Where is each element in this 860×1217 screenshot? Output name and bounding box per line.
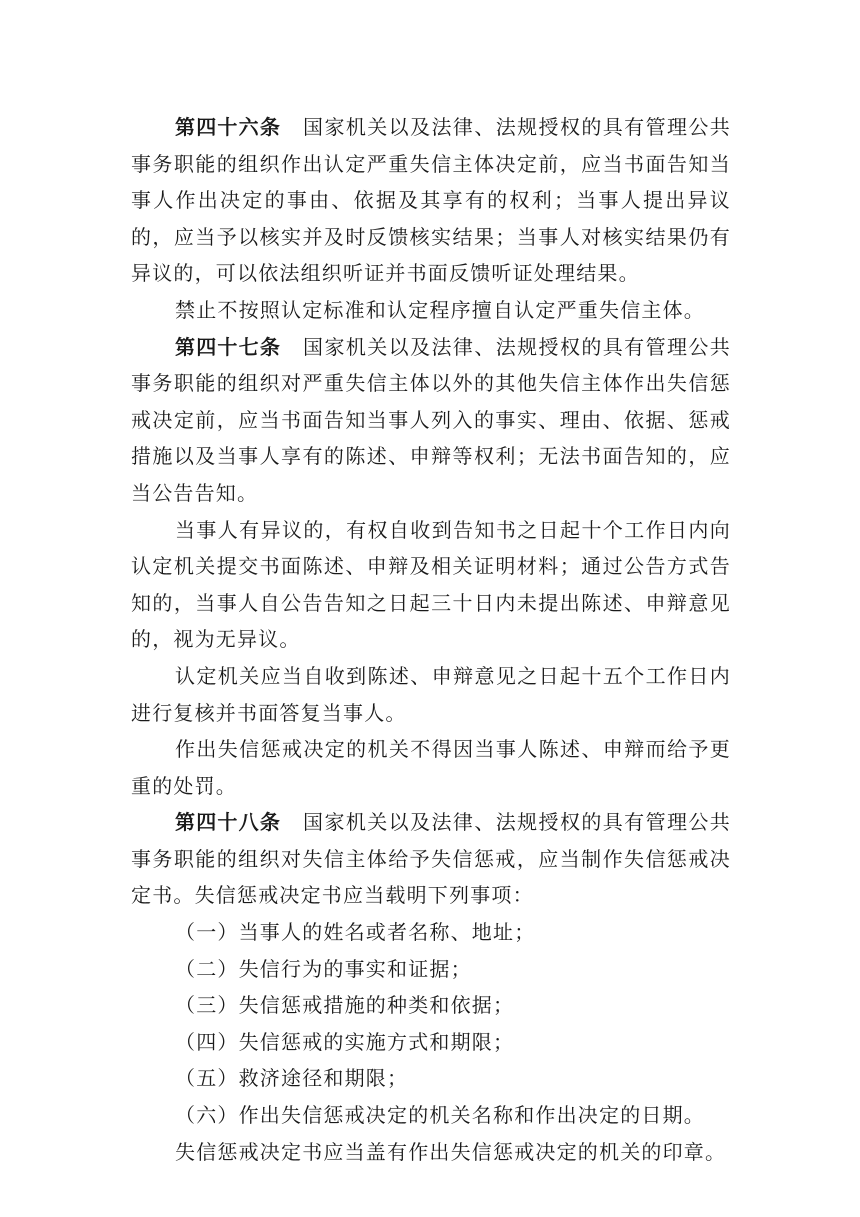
document-body <box>131 109 731 1170</box>
article-48-paragraph <box>131 804 731 914</box>
article-46-text: 国家机关以及法律、法规授权的具有管理公共事务职能的组织作出认定严重失信主体决定前，应当书面告知当事人作出决定的事由、依据及其享有的权利；当事人提出异议的，应当予以核实并及时反馈核实结果；当事人对核实结果仍有异议的，可以依法组织听证并书面反馈听证处理结果。 <box>131 115 732 286</box>
list-item: （三）失信惩戒措施的种类和依据； <box>175 993 515 1018</box>
list-item: （四）失信惩戒的实施方式和期限； <box>175 1029 515 1054</box>
article-46-paragraph <box>131 109 731 292</box>
article-47-heading: 第四十七条 <box>175 334 282 359</box>
list-item: （五）救济途径和期限； <box>175 1066 409 1091</box>
list-item: （一）当事人的姓名或者名称、地址； <box>175 920 536 945</box>
list-item: （六）作出失信惩戒决定的机关名称和作出决定的日期。 <box>175 1103 705 1128</box>
article-48-heading: 第四十八条 <box>175 810 282 835</box>
article-47-text: 国家机关以及法律、法规授权的具有管理公共事务职能的组织对严重失信主体以外的其他失信主体作出失信惩戒决定前，应当书面告知当事人列入的事实、理由、依据、惩戒措施以及当事人享有的陈述、申辩等权利；无法书面告知的，应当公告告知。 <box>131 334 732 505</box>
article-48-paragraph-2: 失信惩戒决定书应当盖有作出失信惩戒决定的机关的印章。 <box>175 1139 727 1164</box>
article-48-text: 国家机关以及法律、法规授权的具有管理公共事务职能的组织对失信主体给予失信惩戒，应当制作失信惩戒决定书。失信惩戒决定书应当载明下列事项： <box>131 810 732 908</box>
article-47-paragraph-3: 认定机关应当自收到陈述、申辩意见之日起十五个工作日内进行复核并书面答复当事人。 <box>131 663 731 725</box>
article-47-paragraph <box>131 329 731 512</box>
article-46-heading: 第四十六条 <box>175 115 282 139</box>
article-47-paragraph-2: 当事人有异议的，有权自收到告知书之日起十个工作日内向认定机关提交书面陈述、申辩及相关证明材料；通过公告方式告知的，当事人自公告告知之日起三十日内未提出陈述、申辩意见的，视为无异议。 <box>131 517 731 652</box>
article-46-paragraph-2: 禁止不按照认定标准和认定程序擅自认定严重失信主体。 <box>175 297 705 322</box>
list-item: （二）失信行为的事实和证据； <box>175 956 472 981</box>
article-47-paragraph-4: 作出失信惩戒决定的机关不得因当事人陈述、申辩而给予更重的处罚。 <box>131 737 731 798</box>
